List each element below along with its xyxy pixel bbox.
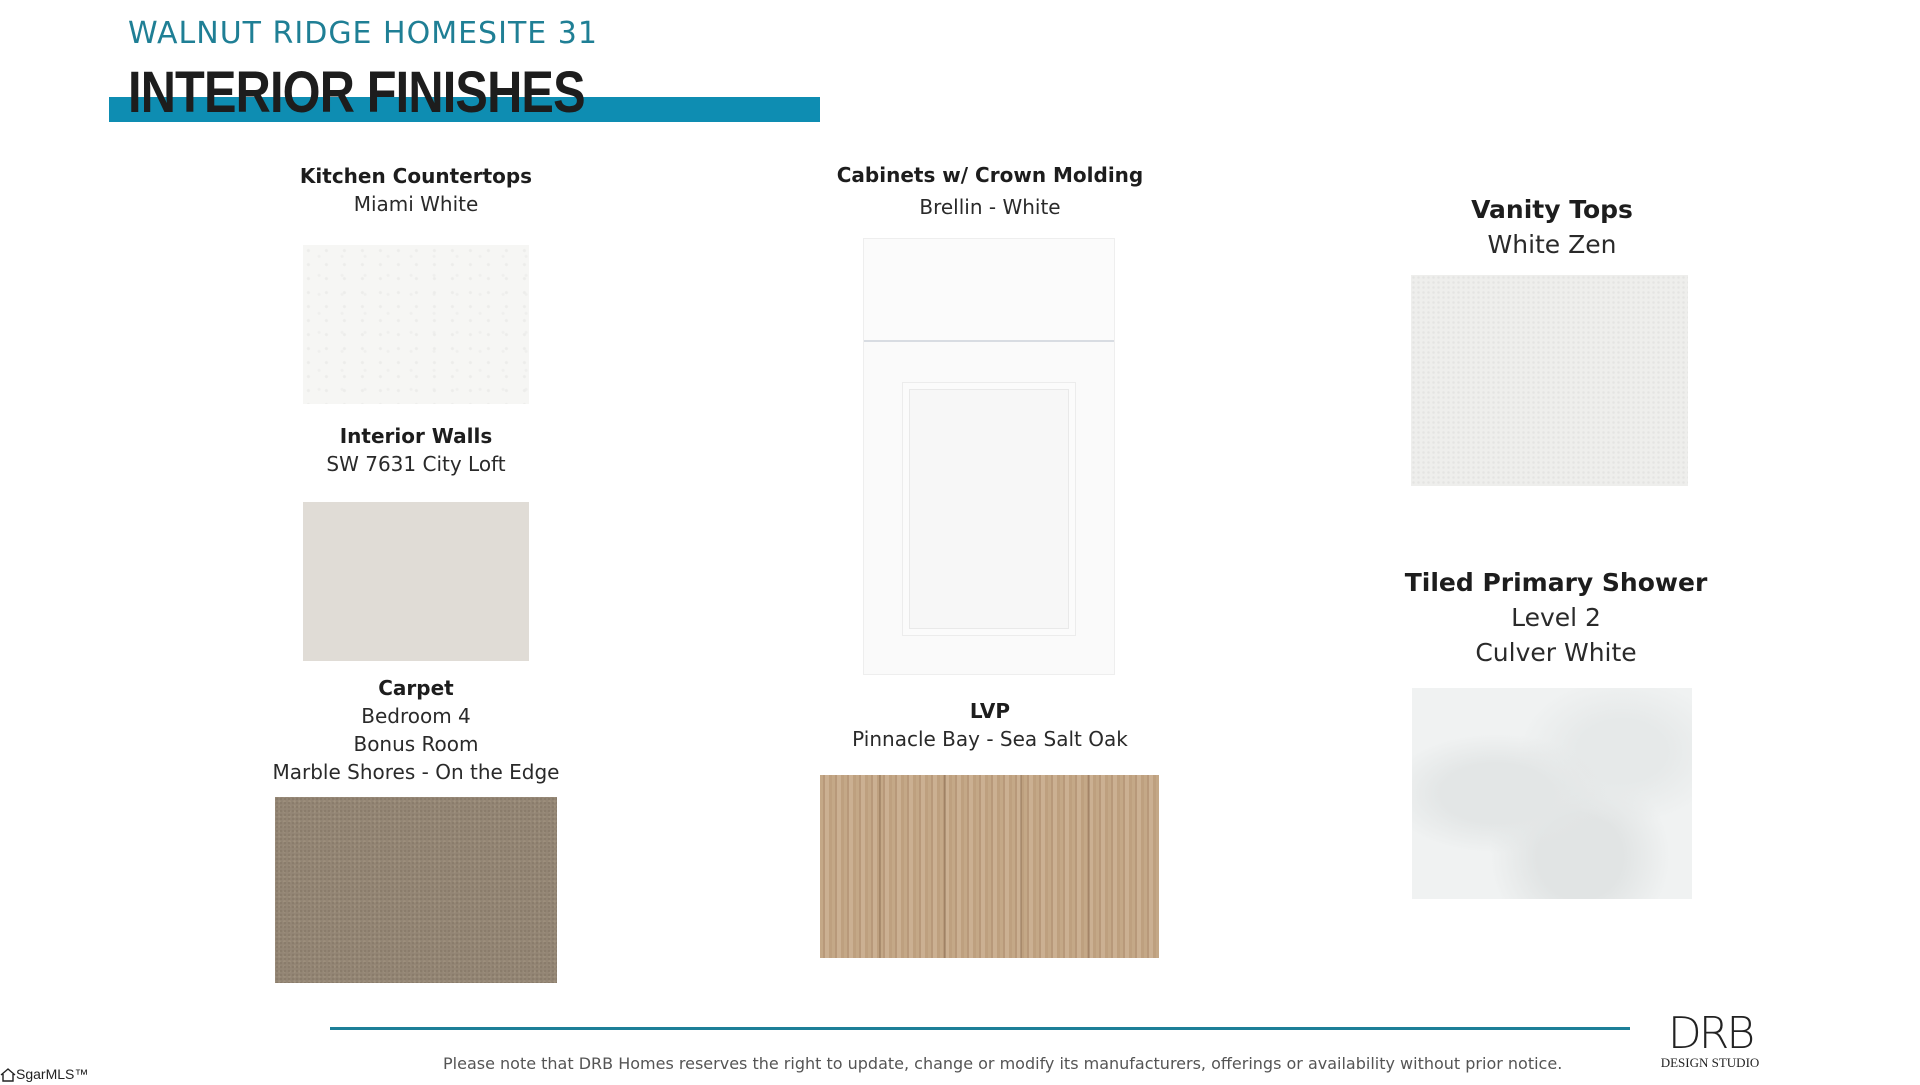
shower-line-1: Level 2 — [1511, 603, 1601, 632]
drb-logo-mark: DRB — [1667, 1008, 1753, 1059]
lvp-block — [790, 697, 1190, 753]
vanity-tops-value: White Zen — [1487, 230, 1617, 259]
disclaimer-text: Please note that DRB Homes reserves the right to update, change or modify its manufacturers, offerings or availability without prior notice. — [443, 1054, 1563, 1073]
carpet-line-1: Bedroom 4 — [361, 704, 471, 728]
kitchen-countertops-swatch — [303, 245, 529, 404]
shower-swatch — [1412, 688, 1692, 899]
vanity-tops-swatch — [1411, 275, 1688, 486]
cabinet-door-swatch — [863, 238, 1115, 675]
carpet-line-3: Marble Shores - On the Edge — [272, 760, 560, 784]
shower-block — [1356, 565, 1756, 670]
lvp-swatch — [820, 775, 1159, 958]
lvp-label: LVP — [969, 699, 1011, 723]
drb-design-studio-logo — [1655, 1008, 1765, 1072]
cabinet-door-frame — [864, 342, 1114, 674]
homesite-subtitle: WALNUT RIDGE HOMESITE 31 — [128, 16, 598, 51]
vanity-tops-block — [1352, 192, 1752, 262]
cabinets-value: Brellin - White — [919, 195, 1061, 219]
cabinet-drawer-front — [864, 239, 1114, 342]
kitchen-countertops-value: Miami White — [353, 192, 479, 216]
mls-watermark-text: SgarMLS™ — [16, 1066, 89, 1082]
house-icon — [0, 1068, 16, 1082]
interior-walls-block — [246, 422, 586, 478]
drb-logo-subtitle: DESIGN STUDIO — [1660, 1055, 1760, 1070]
carpet-block — [246, 674, 586, 786]
footer-divider — [330, 1027, 1630, 1030]
carpet-line-2: Bonus Room — [353, 732, 479, 756]
carpet-swatch — [275, 797, 557, 983]
cabinets-block — [790, 161, 1190, 221]
carpet-label: Carpet — [378, 676, 454, 700]
shower-label: Tiled Primary Shower — [1404, 568, 1708, 597]
cabinets-label: Cabinets w/ Crown Molding — [836, 163, 1144, 187]
interior-walls-swatch — [303, 502, 529, 661]
vanity-tops-label: Vanity Tops — [1471, 195, 1633, 224]
shower-line-2: Culver White — [1475, 638, 1637, 667]
interior-walls-value: SW 7631 City Loft — [326, 452, 506, 476]
kitchen-countertops-label: Kitchen Countertops — [299, 164, 533, 188]
lvp-value: Pinnacle Bay - Sea Salt Oak — [852, 727, 1128, 751]
cabinet-door-panel — [902, 382, 1076, 636]
interior-walls-label: Interior Walls — [339, 424, 493, 448]
kitchen-countertops-block — [246, 162, 586, 218]
page-title: INTERIOR FINISHES — [128, 60, 585, 125]
